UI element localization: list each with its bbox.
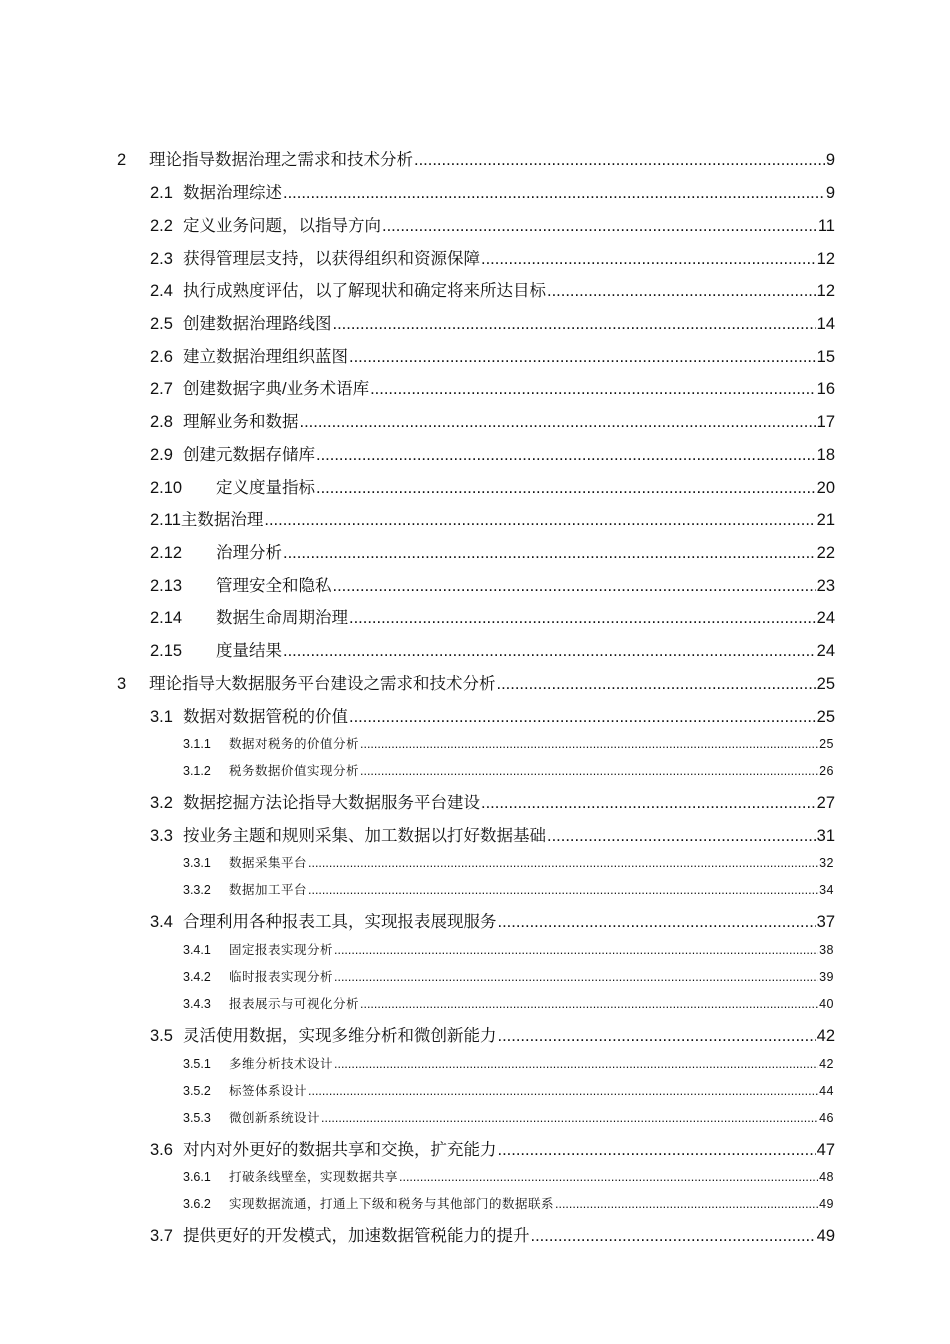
- toc-title: 提供更好的开发模式，加速数据管税能力的提升: [183, 1227, 530, 1245]
- toc-number: 3.1.2: [183, 764, 211, 778]
- toc-number: 3.6.2: [183, 1197, 211, 1211]
- toc-title: 固定报表实现分析: [229, 943, 334, 957]
- toc-entry[interactable]: [183, 940, 834, 958]
- toc-page: 9: [825, 151, 835, 169]
- toc-title: 治理分析: [216, 544, 282, 562]
- toc-title: 数据治理综述: [183, 184, 282, 202]
- toc-leader: [349, 708, 816, 727]
- toc-title: 定义业务问题，以指导方向: [183, 217, 381, 235]
- toc-number: 3.4: [150, 913, 173, 931]
- toc-entry[interactable]: [150, 1222, 835, 1246]
- toc-entry[interactable]: [183, 1167, 834, 1185]
- toc-page: 14: [816, 315, 835, 333]
- toc-leader: [334, 970, 818, 984]
- toc-entry[interactable]: [150, 604, 835, 628]
- toc-leader: [360, 764, 818, 778]
- toc-entry[interactable]: [150, 310, 835, 334]
- toc-entry[interactable]: [183, 761, 834, 779]
- toc-entry[interactable]: [150, 1136, 835, 1160]
- toc-entry[interactable]: [150, 703, 835, 727]
- toc-leader: [283, 642, 816, 661]
- toc-leader: [414, 151, 825, 170]
- toc-number: 3.2: [150, 794, 173, 812]
- toc-leader: [300, 413, 816, 432]
- toc-title: 对内对外更好的数据共享和交换，扩充能力: [183, 1141, 497, 1159]
- toc-leader: [349, 609, 816, 628]
- toc-page: 49: [819, 1197, 834, 1211]
- toc-leader: [547, 827, 816, 846]
- toc-leader: [498, 1027, 816, 1046]
- toc-entry[interactable]: [150, 1022, 835, 1046]
- toc-number: 2.6: [150, 348, 173, 366]
- toc-page: 48: [819, 1170, 834, 1184]
- toc-page: 49: [816, 1227, 835, 1245]
- toc-title: 数据采集平台: [229, 856, 308, 870]
- toc-page: 46: [819, 1111, 834, 1125]
- toc-leader: [382, 217, 817, 236]
- toc-leader: [349, 348, 816, 367]
- toc-page: 42: [816, 1027, 835, 1045]
- toc-number: 3.4.1: [183, 943, 211, 957]
- toc-leader: [316, 446, 816, 465]
- toc-page: 12: [816, 282, 835, 300]
- toc-title: 合理利用各种报表工具，实现报表展现服务: [183, 913, 497, 931]
- toc-page: 25: [819, 737, 834, 751]
- toc-entry[interactable]: [117, 670, 835, 694]
- toc-page: 31: [816, 827, 835, 845]
- toc-title: 标签体系设计: [229, 1084, 308, 1098]
- toc-entry[interactable]: [150, 441, 835, 465]
- toc-entry[interactable]: [183, 1194, 834, 1212]
- toc-entry[interactable]: [150, 506, 835, 530]
- toc-leader: [264, 511, 815, 530]
- toc-entry[interactable]: [150, 539, 835, 563]
- toc-entry[interactable]: [183, 967, 834, 985]
- toc-number: 2.13: [150, 577, 183, 595]
- toc-page: 25: [816, 708, 835, 726]
- toc-number: 3.5.2: [183, 1084, 211, 1098]
- toc-title: 理解业务和数据: [183, 413, 299, 431]
- toc-page: 47: [816, 1141, 835, 1159]
- toc-page: 34: [819, 883, 834, 897]
- toc-entry[interactable]: [150, 637, 835, 661]
- toc-number: 2.9: [150, 446, 173, 464]
- toc-page: 16: [816, 380, 835, 398]
- toc-leader: [333, 315, 816, 334]
- toc-page: 23: [816, 577, 835, 595]
- toc-number: 2: [117, 151, 127, 169]
- toc-leader: [334, 943, 818, 957]
- toc-entry[interactable]: [150, 245, 835, 269]
- toc-page: 9: [825, 184, 835, 202]
- toc-number: 2.5: [150, 315, 173, 333]
- toc-number: 3: [117, 675, 127, 693]
- toc-entry[interactable]: [150, 408, 835, 432]
- toc-number: 2.15: [150, 642, 183, 660]
- toc-number: 2.2: [150, 217, 173, 235]
- toc-page: 26: [819, 764, 834, 778]
- toc-entry[interactable]: [183, 734, 834, 752]
- toc-page: 39: [819, 970, 834, 984]
- toc-page: 25: [816, 675, 835, 693]
- toc-entry[interactable]: [183, 880, 834, 898]
- toc-title: 灵活使用数据，实现多维分析和微创新能力: [183, 1027, 497, 1045]
- toc-title: 创建元数据存储库: [183, 446, 315, 464]
- toc-title: 数据对数据管税的价值: [183, 708, 348, 726]
- toc-entry[interactable]: [150, 375, 835, 399]
- toc-leader: [308, 856, 818, 870]
- toc-title: 数据对税务的价值分析: [229, 737, 360, 751]
- toc-page: 22: [816, 544, 835, 562]
- toc-title: 理论指导大数据服务平台建设之需求和技术分析: [149, 675, 496, 693]
- toc-title: 报表展示与可视化分析: [229, 997, 360, 1011]
- toc-title: 临时报表实现分析: [229, 970, 334, 984]
- toc-number: 3.3.2: [183, 883, 211, 897]
- toc-title: 多维分析技术设计: [229, 1057, 334, 1071]
- toc-number: 3.4.2: [183, 970, 211, 984]
- toc-page: 20: [816, 479, 835, 497]
- toc-entry[interactable]: [150, 277, 835, 301]
- toc-number: 2.12: [150, 544, 183, 562]
- toc-leader: [481, 250, 816, 269]
- toc-number: 2.7: [150, 380, 173, 398]
- toc-title: 数据加工平台: [229, 883, 308, 897]
- toc-leader: [399, 1170, 818, 1184]
- toc-page: 42: [819, 1057, 834, 1071]
- toc-leader: [498, 1141, 816, 1160]
- toc-entry[interactable]: [183, 1054, 834, 1072]
- toc-number: 2.8: [150, 413, 173, 431]
- toc-title: 实现数据流通，打通上下级和税务与其他部门的数据联系: [229, 1197, 555, 1211]
- toc-number: 3.3.1: [183, 856, 211, 870]
- toc-entry[interactable]: [150, 343, 835, 367]
- toc-leader: [370, 380, 816, 399]
- toc-title: 数据生命周期治理: [216, 609, 348, 627]
- toc-leader: [283, 544, 816, 563]
- toc-leader: [308, 1084, 818, 1098]
- toc-title: 度量结果: [216, 642, 282, 660]
- toc-title: 执行成熟度评估，以了解现状和确定将来所达目标: [183, 282, 546, 300]
- toc-leader: [316, 479, 816, 498]
- toc-title: 按业务主题和规则采集、加工数据以打好数据基础: [183, 827, 546, 845]
- toc-leader: [360, 997, 818, 1011]
- toc-number: 3.5: [150, 1027, 173, 1045]
- toc-number: 2.4: [150, 282, 173, 300]
- toc-number: 3.5.3: [183, 1111, 211, 1125]
- toc-title: 主数据治理: [180, 511, 264, 529]
- toc-title: 打破条线壁垒，实现数据共享: [229, 1170, 399, 1184]
- toc-leader: [497, 675, 816, 694]
- toc-leader: [555, 1197, 818, 1211]
- toc-page: 18: [816, 446, 835, 464]
- toc-leader: [321, 1111, 818, 1125]
- toc-page: 44: [819, 1084, 834, 1098]
- toc-entry[interactable]: [117, 146, 835, 170]
- toc-page: 15: [816, 348, 835, 366]
- toc-number: 3.3: [150, 827, 173, 845]
- toc-number: 3.1.1: [183, 737, 211, 751]
- toc-page: 24: [816, 642, 835, 660]
- toc-title: 管理安全和隐私: [216, 577, 332, 595]
- toc-leader: [334, 1057, 818, 1071]
- toc-entry[interactable]: [150, 908, 835, 932]
- toc-entry[interactable]: [150, 212, 835, 236]
- toc-entry[interactable]: [183, 1081, 834, 1099]
- toc-number: 3.7: [150, 1227, 173, 1245]
- toc-page: 21: [816, 511, 835, 529]
- toc-entry[interactable]: [183, 853, 834, 871]
- toc-number: 2.11: [150, 511, 181, 529]
- toc-number: 3.1: [150, 708, 173, 726]
- toc-leader: [531, 1227, 816, 1246]
- toc-leader: [547, 282, 816, 301]
- toc-title: 数据挖掘方法论指导大数据服务平台建设: [183, 794, 480, 812]
- toc-title: 建立数据治理组织蓝图: [183, 348, 348, 366]
- toc-title: 理论指导数据治理之需求和技术分析: [149, 151, 413, 169]
- toc-page: 32: [819, 856, 834, 870]
- toc-leader: [481, 794, 816, 813]
- toc-leader: [360, 737, 818, 751]
- toc-title: 微创新系统设计: [229, 1111, 321, 1125]
- toc-page: 38: [819, 943, 834, 957]
- toc-entry[interactable]: [183, 994, 834, 1012]
- toc-title: 获得管理层支持，以获得组织和资源保障: [183, 250, 480, 268]
- toc-entry[interactable]: [150, 572, 835, 596]
- toc-number: 2.10: [150, 479, 183, 497]
- toc-title: 税务数据价值实现分析: [229, 764, 360, 778]
- toc-entry[interactable]: [150, 822, 835, 846]
- toc-entry[interactable]: [150, 789, 835, 813]
- toc-page: 11: [817, 217, 835, 235]
- toc-number: 3.6.1: [183, 1170, 211, 1184]
- toc-leader: [498, 913, 816, 932]
- toc-page: 17: [816, 413, 835, 431]
- toc-title: 创建数据字典/业务术语库: [183, 380, 370, 398]
- toc-entry[interactable]: [150, 474, 835, 498]
- toc-title: 创建数据治理路线图: [183, 315, 332, 333]
- toc-page: 27: [816, 794, 835, 812]
- toc-number: 3.6: [150, 1141, 173, 1159]
- toc-entry[interactable]: [150, 179, 835, 203]
- toc-number: 3.5.1: [183, 1057, 211, 1071]
- toc-number: 2.3: [150, 250, 173, 268]
- toc-page: 37: [816, 913, 835, 931]
- toc-number: 2.14: [150, 609, 183, 627]
- toc-page: 40: [819, 997, 834, 1011]
- toc-page: 12: [816, 250, 835, 268]
- toc-leader: [333, 577, 816, 596]
- toc-page: 24: [816, 609, 835, 627]
- toc-number: 3.4.3: [183, 997, 211, 1011]
- toc-entry[interactable]: [183, 1108, 834, 1126]
- toc-leader: [283, 184, 825, 203]
- toc-leader: [308, 883, 818, 897]
- toc-title: 定义度量指标: [216, 479, 315, 497]
- toc-number: 2.1: [150, 184, 173, 202]
